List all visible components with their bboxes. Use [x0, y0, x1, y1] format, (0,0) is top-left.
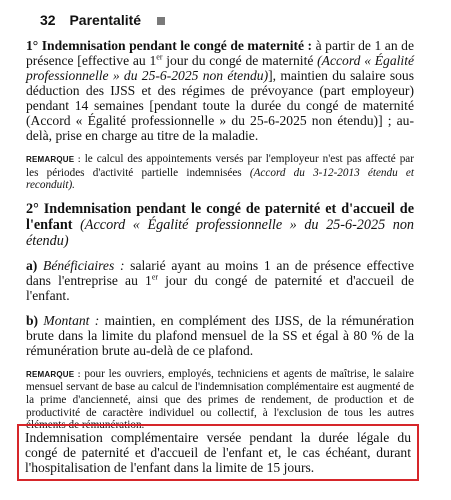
- remark-salary-base: [26, 368, 414, 432]
- main-content: [26, 38, 414, 441]
- beneficiaries-term: Bénéficiaires :: [43, 257, 125, 273]
- maternity-text-c: ], maintien du salaire sous déduction des IJSS et des régimes de prévoyance (part employeur) pendant 14 semaines [pendant toute la durée du congé de maternité (Accord « Égalité professionnelle » du 25-6-2025 non étendu)] ; au-delà, prise en charge au titre de la maladie.: [26, 68, 414, 143]
- item-b-label: b): [26, 312, 39, 328]
- beneficiaries-paragraph: [26, 258, 414, 303]
- beneficiaries-superscript: er: [151, 272, 159, 282]
- amount-text: maintien, en complément des IJSS, de la rémunération brute dans la limite du plafond mensuel de la SS et égal à 80 % de la rémunération brute au-delà de ce plafond.: [26, 312, 414, 358]
- remark-reference: (Accord du 3-12-2013 étendu et reconduit).: [26, 166, 414, 192]
- remark-text: pour les ouvriers, employés, techniciens et agents de maîtrise, le salaire mensuel servant de base au calcul de l'indemnisation complémentaire est augmenté de la prime d'ancienneté, ainsi que des primes de rendement, de production et de productivité de caractère individuel ou collectif, à l'exclusion de tous les autres éléments de rémunération.: [26, 367, 415, 432]
- maternity-paragraph: [26, 38, 414, 143]
- maternity-superscript: er: [156, 52, 163, 62]
- paternity-heading: 2° Indemnisation pendant le congé de paternité et d'accueil de l'enfant: [26, 200, 414, 233]
- remark-text: le calcul des appointements versés par l'employeur n'est pas affecté par les périodes d'activité partielle indemnisées: [26, 153, 414, 179]
- maternity-text-b: jour du congé de maternité: [166, 53, 314, 68]
- beneficiaries-text-2: jour du congé de paternité et d'accueil de l'enfant.: [26, 272, 414, 303]
- section-title: Parentalité: [69, 12, 142, 28]
- maternity-text-a: à partir de 1 an de présence [effective au 1: [26, 38, 414, 68]
- page-number: 32: [40, 12, 56, 28]
- amount-term: Montant :: [43, 312, 100, 328]
- remark-activity: [26, 153, 414, 192]
- paternity-heading-block: [26, 201, 414, 249]
- highlighted-update-box: [17, 424, 419, 481]
- highlighted-update-text: Indemnisation complémentaire versée pendant la durée légale du congé de paternité et d'accueil de l'enfant et, le cas échéant, durant l'hospitalisation de l'enfant dans la limite de 15 jours.: [25, 430, 411, 475]
- maternity-heading: 1° Indemnisation pendant le congé de maternité :: [26, 38, 313, 53]
- maternity-reference: (Accord « Égalité professionnelle » du 25-6-2025 non étendu): [26, 53, 415, 83]
- item-a-label: a): [26, 257, 38, 273]
- beneficiaries-text-1: salarié ayant au moins 1 an de présence effective dans l'entreprise au 1: [26, 257, 414, 288]
- remark-label: REMARQUE :: [26, 369, 81, 379]
- paternity-reference: (Accord « Égalité professionnelle » du 25-6-2025 non étendu): [26, 216, 415, 249]
- page-header: [40, 12, 165, 28]
- remark-label: REMARQUE :: [26, 155, 81, 164]
- amount-paragraph: [26, 313, 414, 358]
- square-bullet-icon: [157, 17, 165, 25]
